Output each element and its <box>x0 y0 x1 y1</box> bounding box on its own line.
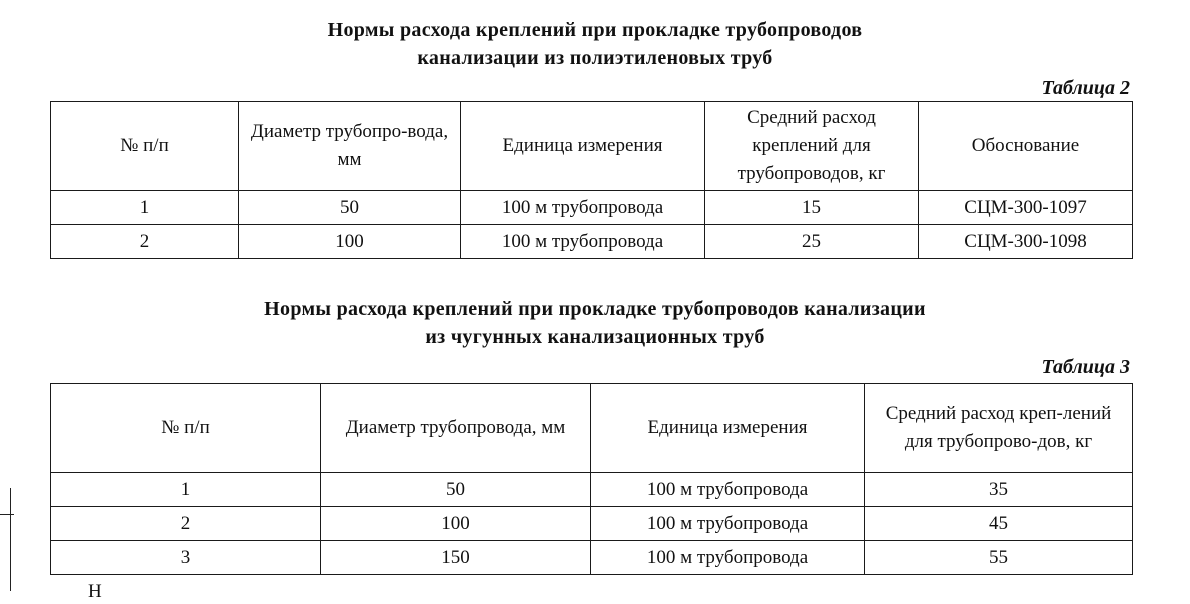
table-2-title <box>0 295 1190 351</box>
table-1-header-row <box>51 102 1133 191</box>
table-row <box>51 541 1133 575</box>
table-2-title-line-2: из чугунных канализационных труб <box>425 326 765 348</box>
table-1-header-diameter: Диаметр трубопро-вода, мм <box>239 102 461 191</box>
table-1-header-basis: Обоснование <box>919 102 1133 191</box>
table-2-header-unit: Единица измерения <box>591 384 865 473</box>
table-1-header-unit: Единица измерения <box>461 102 705 191</box>
table-2-title-line-1: Нормы расхода креплений при прокладке трубопроводов канализации <box>264 298 926 320</box>
table-2-cell-diameter: 100 <box>321 507 591 541</box>
table-2-cell-consumption: 45 <box>865 507 1133 541</box>
table-1-title <box>0 16 1190 72</box>
table-row <box>51 473 1133 507</box>
page-edge-line <box>10 488 11 591</box>
table-1-cell-diameter: 50 <box>239 191 461 225</box>
table-1-header-consumption: Средний расход креплений для трубопроводов, кг <box>705 102 919 191</box>
table-1-cell-consumption: 15 <box>705 191 919 225</box>
table-row <box>51 225 1133 259</box>
table-1 <box>50 101 1133 259</box>
table-2-header-consumption: Средний расход креп-лений для трубопрово-дов, кг <box>865 384 1133 473</box>
table-2-cell-number: 2 <box>51 507 321 541</box>
table-1-cell-consumption: 25 <box>705 225 919 259</box>
table-2-header-number: № п/п <box>51 384 321 473</box>
table-1-header-number: № п/п <box>51 102 239 191</box>
table-1-title-line-2: канализации из полиэтиленовых труб <box>417 47 773 69</box>
table-2-cell-diameter: 50 <box>321 473 591 507</box>
table-1-cell-basis: СЦМ-300-1097 <box>919 191 1133 225</box>
page-edge-mark <box>0 514 14 515</box>
table-1-cell-unit: 100 м трубопровода <box>461 191 705 225</box>
table-2-cell-number: 3 <box>51 541 321 575</box>
table-1-cell-basis: СЦМ-300-1098 <box>919 225 1133 259</box>
table-2-cell-unit: 100 м трубопровода <box>591 541 865 575</box>
table-row <box>51 191 1133 225</box>
table-1-cell-number: 2 <box>51 225 239 259</box>
table-2-cell-consumption: 55 <box>865 541 1133 575</box>
table-row <box>51 507 1133 541</box>
table-2 <box>50 383 1133 575</box>
table-2-header-diameter: Диаметр трубопровода, мм <box>321 384 591 473</box>
table-1-cell-unit: 100 м трубопровода <box>461 225 705 259</box>
table-1-number: Таблица 2 <box>1041 77 1130 99</box>
table-2-cell-diameter: 150 <box>321 541 591 575</box>
table-2-cell-unit: 100 м трубопровода <box>591 473 865 507</box>
table-2-number: Таблица 3 <box>1041 356 1130 378</box>
table-1-cell-number: 1 <box>51 191 239 225</box>
cut-off-paragraph: Н <box>88 581 102 602</box>
table-2-cell-consumption: 35 <box>865 473 1133 507</box>
table-2-cell-number: 1 <box>51 473 321 507</box>
table-1-cell-diameter: 100 <box>239 225 461 259</box>
table-2-cell-unit: 100 м трубопровода <box>591 507 865 541</box>
table-2-header-row <box>51 384 1133 473</box>
table-1-title-line-1: Нормы расхода креплений при прокладке трубопроводов <box>327 19 863 41</box>
